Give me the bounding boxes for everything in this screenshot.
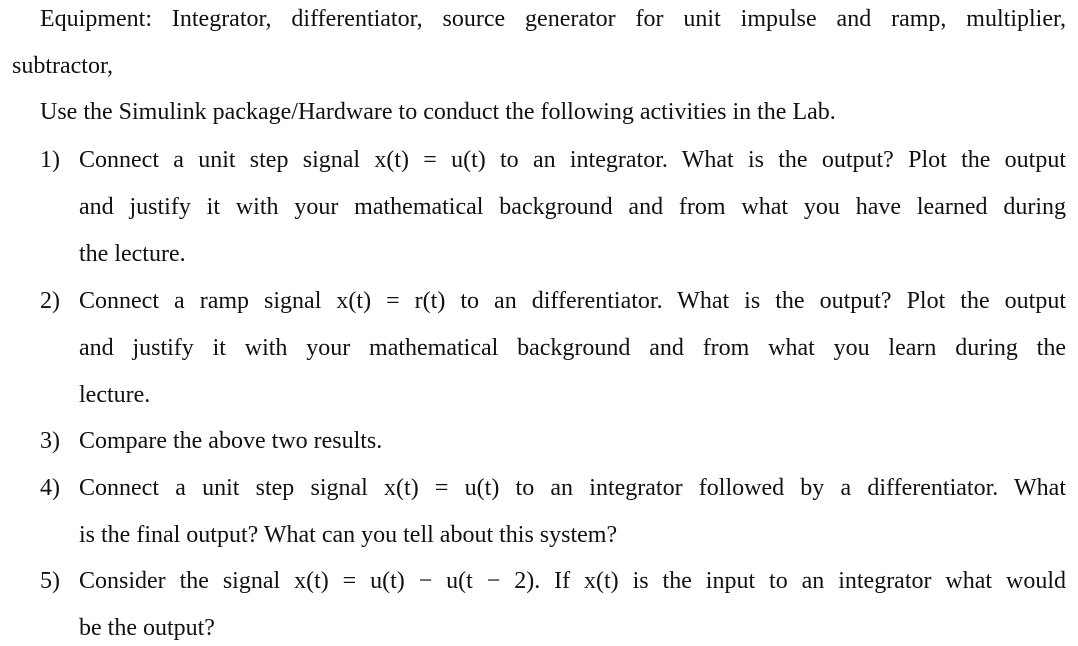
equipment-line-1: Equipment: Integrator, differentiator, source generator for unit impulse and ramp, multiplier,	[40, 6, 1066, 32]
item-4-number: 4)	[40, 475, 60, 501]
item-1-line-2: and justify it with your mathematical background and from what you have learned during	[79, 194, 1066, 220]
equipment-line-2: subtractor,	[12, 53, 114, 79]
item-1-line-3: the lecture.	[79, 241, 186, 267]
item-2-line-3: lecture.	[79, 382, 151, 408]
item-3-line-1: Compare the above two results.	[79, 428, 383, 454]
item-2-number: 2)	[40, 288, 60, 314]
intro-paragraph: Use the Simulink package/Hardware to conduct the following activities in the Lab.	[40, 99, 836, 125]
item-2-line-1: Connect a ramp signal x(t) = r(t) to an differentiator. What is the output? Plot the output	[79, 288, 1066, 314]
item-3-number: 3)	[40, 428, 60, 454]
item-2-line-2: and justify it with your mathematical background and from what you learn during the	[79, 335, 1066, 361]
item-1-line-1: Connect a unit step signal x(t) = u(t) to an integrator. What is the output? Plot the output	[79, 147, 1066, 173]
item-4-line-2: is the final output? What can you tell about this system?	[79, 522, 618, 548]
item-5-number: 5)	[40, 568, 60, 594]
item-4-line-1: Connect a unit step signal x(t) = u(t) to an integrator followed by a differentiator. What	[79, 475, 1066, 501]
item-1-number: 1)	[40, 147, 60, 173]
item-5-line-2: be the output?	[79, 615, 215, 641]
item-5-line-1: Consider the signal x(t) = u(t) − u(t − 2). If x(t) is the input to an integrator what would	[79, 568, 1066, 594]
